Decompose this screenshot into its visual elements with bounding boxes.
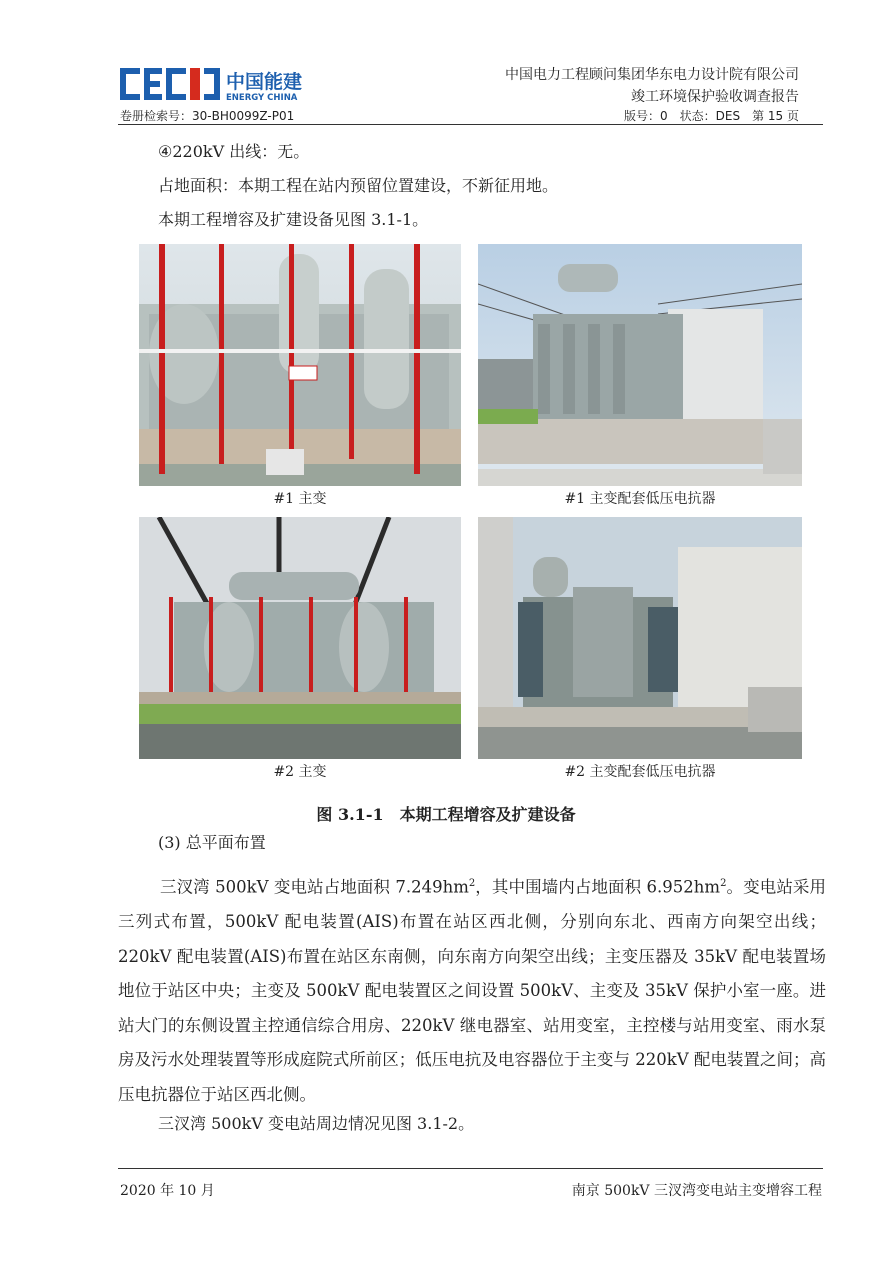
- photo-caption: #2 主变: [273, 764, 327, 780]
- photo-caption: #1 主变配套低压电抗器: [564, 491, 716, 507]
- figure-reference-text: 本期工程增容及扩建设备见图 3.1-1。: [158, 210, 429, 229]
- transformer-1-photo: [139, 244, 461, 486]
- reactor-1-photo: [478, 244, 802, 486]
- photo-caption: #1 主变: [273, 491, 327, 507]
- transformer-2-photo: [139, 517, 461, 759]
- report-title: 竣工环境保护验收调查报告: [631, 89, 799, 105]
- header-divider: [118, 124, 823, 125]
- figure-caption: 图 3.1-1 本期工程增容及扩建设备: [316, 805, 576, 824]
- reactor-2-photo: [478, 517, 802, 759]
- svg-text:ENERGY CHINA: ENERGY CHINA: [226, 93, 298, 102]
- version-status-page: 版号：0 状态：DES 第 15 页: [624, 109, 799, 123]
- catalog-number: 卷册检索号：30-BH0099Z-P01: [120, 109, 295, 123]
- footer-project: 南京 500kV 三汊湾变电站主变增容工程: [571, 1183, 822, 1199]
- figure-reference-text-2: 三汊湾 500kV 变电站周边情况见图 3.1-2。: [158, 1114, 475, 1133]
- footer-date: 2020 年 10 月: [120, 1183, 215, 1199]
- section-heading: (3) 总平面布置: [158, 833, 266, 852]
- land-area-text: 占地面积：本期工程在站内预留位置建设，不新征用地。: [158, 176, 559, 195]
- photo-caption: #2 主变配套低压电抗器: [564, 764, 716, 780]
- layout-description-paragraph: 三汊湾 500kV 变电站占地面积 $7.249hm^2$，其中围墙内占地面积 $6.952hm^2$。变电站采用三列式布置，500kV 配电装置(AIS)布置在站区西北侧，分别向东北、西南方向架空出线；220kV 配电装置(AIS)布置在站区东南侧，向东南方向架空出线；主变压器及 35kV 配电装置场地位于站区中央；主变及 500kV 配电装置区之间设置 500kV、主变及 35kV 保护小室一座。进站大门的东侧设置主控通信综合用房、220kV 继电器室、站用变室，主控楼与站用变室、雨水泵房及污水处理装置等形成庭院式所前区；低压电抗及电容器位于主变与 220kV 配电装置之间；高压电抗器位于站区西北侧。: [118, 877, 827, 1104]
- organization-name: 中国电力工程顾问集团华东电力设计院有限公司: [505, 67, 799, 83]
- energy-china-logo: [120, 66, 315, 102]
- footer-divider: [118, 1168, 823, 1169]
- svg-text:中国能建: 中国能建: [226, 71, 303, 93]
- outgoing-line-text: ④220kV 出线：无。: [158, 142, 310, 161]
